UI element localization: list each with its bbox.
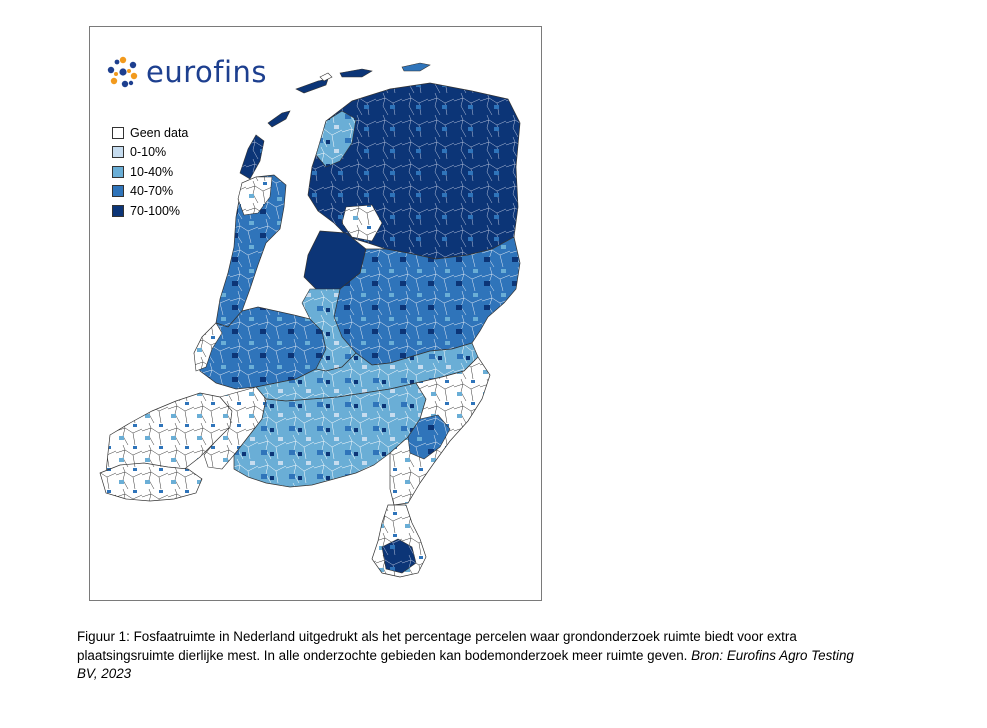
legend-item <box>112 143 188 163</box>
island-small-north <box>320 73 332 81</box>
figure-caption <box>77 628 857 684</box>
legend-swatch <box>112 127 124 139</box>
legend-label: 0-10% <box>130 145 167 160</box>
eurofins-logo-text: eurofins <box>146 55 268 89</box>
eurofins-logo <box>106 54 267 90</box>
legend-item <box>112 182 188 202</box>
legend-item <box>112 123 188 143</box>
island-terschelling <box>296 79 328 93</box>
legend-label: 40-70% <box>130 184 174 199</box>
legend-label: 10-40% <box>130 164 174 179</box>
island-texel <box>240 135 264 179</box>
legend-item <box>112 201 188 221</box>
island-schiermonnikoog <box>402 63 430 71</box>
caption-source: Bron: Eurofins Agro Testing BV, 2023 <box>77 647 854 681</box>
legend-label: Geen data <box>130 125 189 140</box>
legend-item <box>112 162 188 182</box>
map-legend <box>112 123 188 221</box>
legend-swatch <box>112 185 124 197</box>
caption-text: Figuur 1: Fosfaatruimte in Nederland uitgedrukt als het percentage percelen waar grondonderzoek ruimte biedt voor extra plaatsingsruimte dierlijke mest. In alle onderzochte gebieden kan bodemonderzoek meer ruimte geven. <box>77 629 797 663</box>
map-frame <box>89 26 542 601</box>
island-ameland <box>340 69 372 77</box>
legend-swatch <box>112 146 124 158</box>
legend-swatch <box>112 166 124 178</box>
netherlands-map <box>90 27 542 601</box>
island-vlieland <box>268 111 290 127</box>
region-zeeland-south <box>100 463 202 501</box>
legend-swatch <box>112 205 124 217</box>
legend-label: 70-100% <box>130 203 181 218</box>
eurofins-logo-icon <box>106 55 140 89</box>
